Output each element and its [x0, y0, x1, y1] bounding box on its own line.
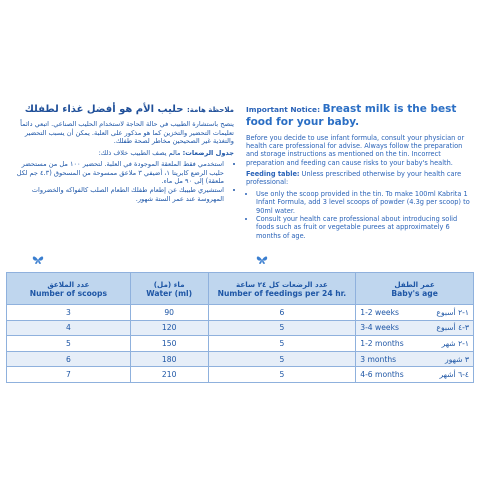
intro-paragraph-ar: ينصح باستشارة الطبيب في حالة الحاجة لاستخدام الحليب الصناعي. اتبعي دائماً تعليمات التحضير والتخزين كما هو مذكور على العلبة. يمكن أن يسبب التحضير والتغذية غير الصحيحين مخاطر لصحة طفلك. [20, 120, 234, 146]
cell-age-ar: ١-٢ شهر [441, 338, 469, 348]
cell-water: 90 [130, 305, 208, 321]
list-item: • استخدمي فقط الملعقة الموجودة في العلبة. لتحضير ١٠٠ مل من مستحضر حليب الرضع كابريتا ١، أضيفي ٣ ملاعق ممسوحة من المسحوق (٤.٣ جم لكل ملعقة) إلى ٩٠ مل ماء. [6, 160, 224, 186]
header-feedings [208, 273, 356, 305]
header-scoops-ar: عدد الملاعق [47, 279, 90, 289]
cell-age-en: 1-2 weeks [360, 307, 399, 317]
cell-age [356, 305, 474, 321]
header-age-ar: عمر الطفل [394, 279, 435, 289]
feeding-intro-ar [6, 149, 234, 158]
cell-feedings: 5 [208, 367, 356, 383]
feeding-intro-text-ar: مالم يصف الطبيب خلاف ذلك: [98, 148, 183, 157]
cell-age-ar: ٣ شهور [445, 354, 469, 364]
notice-label-ar: ملاحظة هامة: [186, 106, 234, 114]
cell-feedings: 5 [208, 336, 356, 352]
cell-feedings: 6 [208, 305, 356, 321]
header-feedings-en: Number of feedings per 24 hr. [217, 288, 347, 298]
instruction-list-en [246, 190, 474, 240]
cell-water: 150 [130, 336, 208, 352]
cell-feedings: 5 [208, 320, 356, 336]
header-age-en: Baby's age [391, 288, 438, 298]
header-water-en: Water (ml) [146, 288, 193, 298]
cell-age [356, 336, 474, 352]
cell-scoops: 7 [7, 367, 131, 383]
notice-headline-ar: حليب الأم هو أفضل غذاء لطفلك [24, 104, 184, 115]
cell-age-en: 3-4 weeks [360, 323, 399, 333]
cell-scoops: 4 [7, 320, 131, 336]
english-panel [246, 103, 474, 240]
butterfly-icon [256, 255, 268, 265]
cell-water: 180 [130, 351, 208, 367]
cell-age-ar: ٤-٦ أشهر [439, 370, 469, 380]
list-item: • استشيري طبيبك عن إطعام طفلك الطعام الصلب كالفواكه والخضروات المهروسة عند عمر الستة شهور. [6, 186, 224, 203]
table-row [7, 336, 474, 352]
cell-scoops: 6 [7, 351, 131, 367]
instruction-list-ar [6, 160, 234, 203]
list-item: • Consult your health care professional about introducing solid foods such as fruit or vegetable purees at approximately 6 months of age. [256, 215, 474, 240]
cell-water: 210 [130, 367, 208, 383]
header-water-ar: ماء (مل) [153, 279, 185, 289]
cell-age-en: 1-2 months [360, 338, 404, 348]
cell-water: 120 [130, 320, 208, 336]
cell-age-en: 3 months [360, 354, 397, 364]
cell-age [356, 351, 474, 367]
notice-heading-ar [6, 103, 234, 116]
header-feedings-ar: عدد الرضعات كل ٢٤ ساعة [236, 279, 328, 289]
butterfly-icon [32, 255, 44, 265]
list-item: • Use only the scoop provided in the tin. To make 100ml Kabrita 1 Infant Formula, add 3 level scoops of powder (4.3g per scoop) to 90ml water. [256, 190, 474, 215]
feeding-label-en: Feeding table: [246, 170, 300, 179]
table-row [7, 305, 474, 321]
cell-scoops: 3 [7, 305, 131, 321]
table-row [7, 367, 474, 383]
arabic-panel [6, 103, 234, 203]
cell-feedings: 5 [208, 351, 356, 367]
header-water [130, 273, 208, 305]
intro-paragraph-en: Before you decide to use infant formula, consult your physician or health care professional for advise. Always follow the preparation and storage instructions as mentioned on the tin. Incorrect preparation and feeding can cause risks to your baby's health. [246, 133, 465, 167]
table-row [7, 320, 474, 336]
cell-age-ar: ٣-٤ أسبوع [436, 323, 469, 333]
feeding-intro-text-en: Unless prescribed otherwise by your health care professional: [246, 170, 462, 187]
cell-age [356, 367, 474, 383]
header-scoops [7, 273, 131, 305]
notice-headline-en: Breast milk is the best food for your baby. [246, 103, 457, 129]
table-row [7, 351, 474, 367]
cell-age-ar: ١-٢ أسبوع [436, 307, 469, 317]
cell-age [356, 320, 474, 336]
notice-label-en: Important Notice: [246, 105, 321, 114]
header-age [356, 273, 474, 305]
cell-scoops: 5 [7, 336, 131, 352]
table-header-row [7, 273, 474, 305]
feeding-intro-en [246, 170, 474, 187]
header-scoops-en: Number of scoops [29, 288, 107, 298]
feeding-table [6, 272, 474, 383]
cell-age-en: 4-6 months [360, 370, 404, 380]
feeding-label-ar: جدول الرضعات: [182, 148, 234, 157]
notice-heading-en [246, 103, 474, 130]
